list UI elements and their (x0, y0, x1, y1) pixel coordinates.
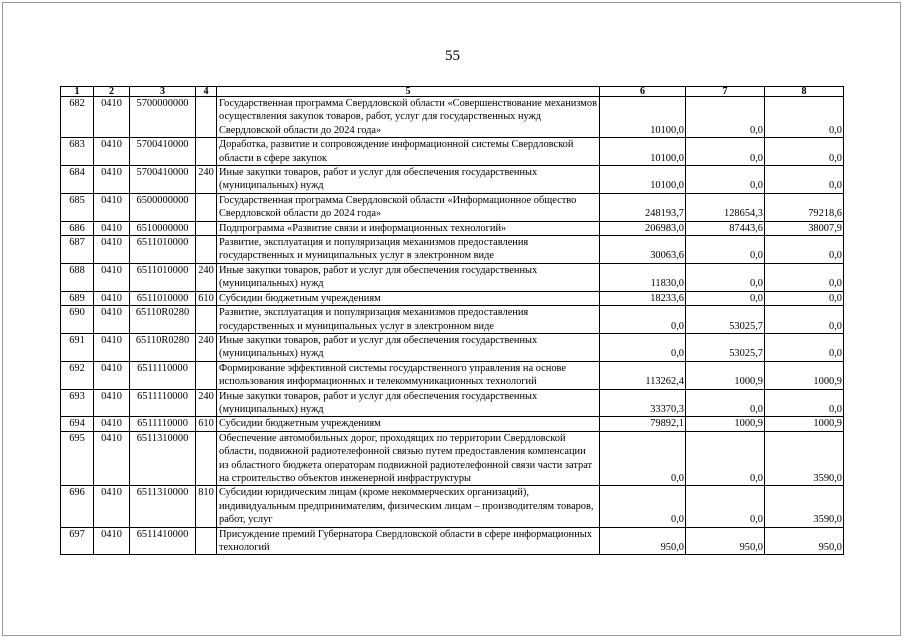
section-code: 0410 (94, 291, 130, 305)
target-article-code: 6510000000 (130, 221, 196, 235)
section-code: 0410 (94, 97, 130, 138)
row-number: 687 (61, 236, 94, 264)
amount-col-7: 0,0 (686, 263, 765, 291)
table-row (61, 431, 844, 486)
amount-col-7: 0,0 (686, 97, 765, 138)
section-code: 0410 (94, 527, 130, 555)
row-number: 693 (61, 389, 94, 417)
target-article-code: 5700000000 (130, 97, 196, 138)
amount-col-7: 128654,3 (686, 193, 765, 221)
table-row (61, 236, 844, 264)
item-name: Субсидии юридическим лицам (кроме некоммерческих организаций), индивидуальным предпринимателям, физическим лицам – производителям товаров, работ, услуг (217, 486, 600, 527)
section-code: 0410 (94, 236, 130, 264)
amount-col-7: 87443,6 (686, 221, 765, 235)
expense-type-code (196, 527, 217, 555)
amount-col-7: 1000,9 (686, 361, 765, 389)
amount-col-8: 3590,0 (765, 431, 844, 486)
expense-type-code (196, 306, 217, 334)
amount-col-7: 1000,9 (686, 417, 765, 431)
amount-col-6: 0,0 (600, 333, 686, 361)
item-name: Доработка, развитие и сопровождение информационной системы Свердловской области в сфере закупок (217, 138, 600, 166)
target-article-code: 6511110000 (130, 417, 196, 431)
section-code: 0410 (94, 306, 130, 334)
target-article-code: 6511110000 (130, 389, 196, 417)
expense-type-code: 610 (196, 291, 217, 305)
table-row (61, 166, 844, 194)
item-name: Развитие, эксплуатация и популяризация механизмов предоставления государственных и муниципальных услуг в электронном виде (217, 236, 600, 264)
amount-col-6: 33370,3 (600, 389, 686, 417)
table-row (61, 527, 844, 555)
row-number: 682 (61, 97, 94, 138)
item-name: Иные закупки товаров, работ и услуг для обеспечения государственных (муниципальных) нужд (217, 389, 600, 417)
expense-type-code: 810 (196, 486, 217, 527)
amount-col-8: 38007,9 (765, 221, 844, 235)
table-row (61, 486, 844, 527)
amount-col-7: 0,0 (686, 166, 765, 194)
expense-type-code: 240 (196, 263, 217, 291)
amount-col-8: 1000,9 (765, 361, 844, 389)
amount-col-8: 0,0 (765, 306, 844, 334)
target-article-code: 6511310000 (130, 431, 196, 486)
amount-col-8: 1000,9 (765, 417, 844, 431)
target-article-code: 6511010000 (130, 236, 196, 264)
amount-col-8: 950,0 (765, 527, 844, 555)
expense-type-code (196, 361, 217, 389)
header-col-1: 1 (61, 87, 94, 97)
table-row (61, 97, 844, 138)
row-number: 697 (61, 527, 94, 555)
expense-type-code (196, 221, 217, 235)
expense-type-code (196, 193, 217, 221)
amount-col-6: 206983,0 (600, 221, 686, 235)
budget-table (60, 86, 844, 555)
row-number: 695 (61, 431, 94, 486)
expense-type-code: 240 (196, 333, 217, 361)
amount-col-7: 0,0 (686, 389, 765, 417)
section-code: 0410 (94, 486, 130, 527)
amount-col-6: 950,0 (600, 527, 686, 555)
item-name: Развитие, эксплуатация и популяризация механизмов предоставления государственных и муниципальных услуг в электронном виде (217, 306, 600, 334)
table-row (61, 306, 844, 334)
amount-col-6: 0,0 (600, 306, 686, 334)
table-row (61, 263, 844, 291)
section-code: 0410 (94, 221, 130, 235)
section-code: 0410 (94, 389, 130, 417)
row-number: 692 (61, 361, 94, 389)
target-article-code: 6511110000 (130, 361, 196, 389)
target-article-code: 6500000000 (130, 193, 196, 221)
row-number: 686 (61, 221, 94, 235)
header-col-6: 6 (600, 87, 686, 97)
table-row (61, 389, 844, 417)
table-row (61, 361, 844, 389)
amount-col-8: 0,0 (765, 97, 844, 138)
amount-col-7: 950,0 (686, 527, 765, 555)
table-row (61, 138, 844, 166)
expense-type-code (196, 138, 217, 166)
item-name: Государственная программа Свердловской области «Информационное общество Свердловской области до 2024 года» (217, 193, 600, 221)
row-number: 684 (61, 166, 94, 194)
amount-col-7: 53025,7 (686, 306, 765, 334)
item-name: Субсидии бюджетным учреждениям (217, 291, 600, 305)
expense-type-code: 240 (196, 166, 217, 194)
section-code: 0410 (94, 193, 130, 221)
amount-col-6: 248193,7 (600, 193, 686, 221)
row-number: 683 (61, 138, 94, 166)
row-number: 690 (61, 306, 94, 334)
table-row (61, 193, 844, 221)
section-code: 0410 (94, 431, 130, 486)
row-number: 694 (61, 417, 94, 431)
item-name: Обеспечение автомобильных дорог, проходящих по территории Свердловской области, подвижной радиотелефонной связью путем предоставления компенсации из областного бюджета операторам подвижной радиотелефонной связи части затрат на строительство объектов инженерной инфраструктуры (217, 431, 600, 486)
amount-col-7: 0,0 (686, 486, 765, 527)
item-name: Иные закупки товаров, работ и услуг для обеспечения государственных (муниципальных) нужд (217, 333, 600, 361)
table-row (61, 221, 844, 235)
amount-col-6: 10100,0 (600, 166, 686, 194)
header-col-7: 7 (686, 87, 765, 97)
amount-col-7: 53025,7 (686, 333, 765, 361)
expense-type-code (196, 97, 217, 138)
amount-col-8: 79218,6 (765, 193, 844, 221)
amount-col-6: 30063,6 (600, 236, 686, 264)
amount-col-6: 18233,6 (600, 291, 686, 305)
section-code: 0410 (94, 333, 130, 361)
amount-col-8: 0,0 (765, 333, 844, 361)
amount-col-8: 0,0 (765, 263, 844, 291)
table-row (61, 291, 844, 305)
amount-col-6: 10100,0 (600, 97, 686, 138)
table-header (61, 87, 844, 97)
table-body (61, 97, 844, 555)
expense-type-code (196, 431, 217, 486)
target-article-code: 6511010000 (130, 291, 196, 305)
amount-col-7: 0,0 (686, 138, 765, 166)
amount-col-7: 0,0 (686, 431, 765, 486)
amount-col-8: 0,0 (765, 236, 844, 264)
header-col-2: 2 (94, 87, 130, 97)
target-article-code: 6511010000 (130, 263, 196, 291)
amount-col-6: 10100,0 (600, 138, 686, 166)
header-col-5: 5 (217, 87, 600, 97)
section-code: 0410 (94, 138, 130, 166)
target-article-code: 5700410000 (130, 166, 196, 194)
amount-col-6: 0,0 (600, 486, 686, 527)
amount-col-8: 0,0 (765, 138, 844, 166)
section-code: 0410 (94, 417, 130, 431)
amount-col-6: 11830,0 (600, 263, 686, 291)
amount-col-6: 113262,4 (600, 361, 686, 389)
item-name: Субсидии бюджетным учреждениям (217, 417, 600, 431)
row-number: 689 (61, 291, 94, 305)
amount-col-8: 3590,0 (765, 486, 844, 527)
section-code: 0410 (94, 263, 130, 291)
row-number: 696 (61, 486, 94, 527)
section-code: 0410 (94, 361, 130, 389)
item-name: Государственная программа Свердловской области «Совершенствование механизмов осуществления закупок товаров, работ, услуг для государственных нужд Свердловской области до 2024 года» (217, 97, 600, 138)
expense-type-code: 240 (196, 389, 217, 417)
amount-col-8: 0,0 (765, 166, 844, 194)
target-article-code: 5700410000 (130, 138, 196, 166)
section-code: 0410 (94, 166, 130, 194)
expense-type-code: 610 (196, 417, 217, 431)
header-col-4: 4 (196, 87, 217, 97)
row-number: 688 (61, 263, 94, 291)
target-article-code: 6511310000 (130, 486, 196, 527)
amount-col-7: 0,0 (686, 291, 765, 305)
item-name: Подпрограмма «Развитие связи и информационных технологий» (217, 221, 600, 235)
item-name: Иные закупки товаров, работ и услуг для обеспечения государственных (муниципальных) нужд (217, 263, 600, 291)
header-col-8: 8 (765, 87, 844, 97)
target-article-code: 6511410000 (130, 527, 196, 555)
expense-type-code (196, 236, 217, 264)
page-number: 55 (445, 48, 460, 64)
amount-col-8: 0,0 (765, 291, 844, 305)
header-col-3: 3 (130, 87, 196, 97)
amount-col-7: 0,0 (686, 236, 765, 264)
row-number: 691 (61, 333, 94, 361)
amount-col-6: 79892,1 (600, 417, 686, 431)
item-name: Присуждение премий Губернатора Свердловской области в сфере информационных технологий (217, 527, 600, 555)
table-row (61, 417, 844, 431)
amount-col-6: 0,0 (600, 431, 686, 486)
target-article-code: 65110R0280 (130, 333, 196, 361)
row-number: 685 (61, 193, 94, 221)
item-name: Иные закупки товаров, работ и услуг для обеспечения государственных (муниципальных) нужд (217, 166, 600, 194)
item-name: Формирование эффективной системы государственного управления на основе использования информационных и телекоммуникационных технологий (217, 361, 600, 389)
header-row (61, 87, 844, 97)
amount-col-8: 0,0 (765, 389, 844, 417)
table-row (61, 333, 844, 361)
target-article-code: 65110R0280 (130, 306, 196, 334)
